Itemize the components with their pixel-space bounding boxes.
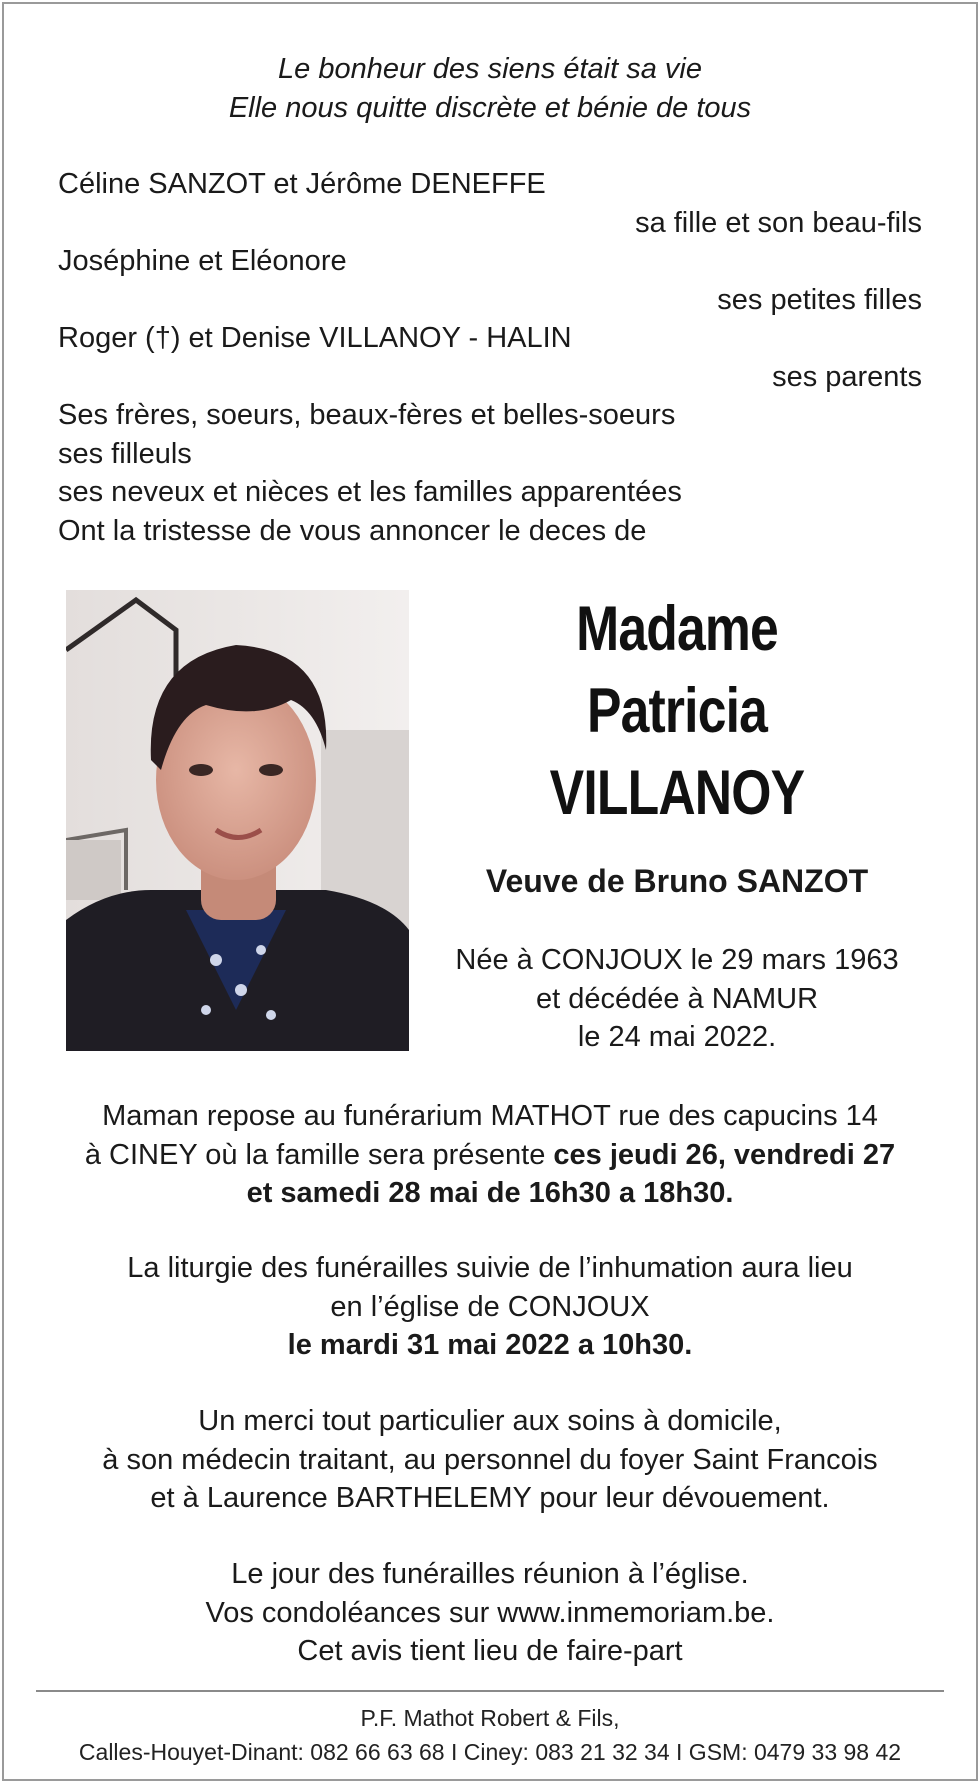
epigraph-line: Elle nous quitte discrète et bénie de tous	[228, 92, 752, 124]
family-member: ses neveux et nièces et les familles apparentées	[58, 476, 682, 508]
closing-line: Le jour des funérailles réunion à l’église.	[231, 1558, 749, 1590]
family-member: Roger (†) et Denise VILLANOY - HALIN	[58, 322, 572, 354]
family-member: Joséphine et Eléonore	[58, 245, 347, 277]
closing-paragraph	[40, 1555, 940, 1671]
family-member: Céline SANZOT et Jérôme DENEFFE	[58, 168, 546, 200]
funeral-home-footer	[20, 1701, 960, 1769]
visitation-days: ces jeudi 26, vendredi 27	[553, 1138, 896, 1171]
epigraph	[0, 50, 980, 128]
funeral-home-phones: Calles-Houyet-Dinant: 082 66 63 68 I Ciney: 083 21 32 34 I GSM: 0479 33 98 42	[78, 1739, 902, 1765]
deceased-name	[430, 588, 924, 834]
funeral-home-name: P.F. Mathot Robert & Fils,	[360, 1705, 620, 1731]
visitation-line	[40, 1136, 940, 1175]
birth-death-dates	[430, 941, 924, 1057]
announcement-line: Ont la tristesse de vous annoncer le deces de	[58, 514, 647, 547]
visitation-hours	[40, 1174, 940, 1213]
thanks-line: à son médecin traitant, au personnel du foyer Saint Francois	[102, 1443, 878, 1476]
deceased-last-name: VILLANOY	[549, 758, 805, 828]
family-relation: sa fille et son beau-fils	[635, 206, 922, 239]
death-place-line: et décédée à NAMUR	[535, 982, 819, 1015]
funeral-paragraph	[40, 1249, 940, 1365]
visitation-line: Maman repose au funérarium MATHOT rue des capucins 14	[102, 1100, 878, 1132]
thanks-line: et à Laurence BARTHELEMY pour leur dévouement.	[150, 1482, 830, 1514]
closing-line: Vos condoléances sur www.inmemoriam.be.	[205, 1596, 775, 1629]
footer-divider	[36, 1690, 944, 1692]
family-list	[58, 165, 922, 550]
funeral-line: La liturgie des funérailles suivie de l’inhumation aura lieu	[127, 1252, 853, 1284]
funeral-line: en l’église de CONJOUX	[330, 1290, 650, 1323]
thanks-line: Un merci tout particulier aux soins à domicile,	[198, 1405, 782, 1437]
visitation-paragraph	[40, 1097, 940, 1213]
funeral-date	[40, 1326, 940, 1365]
widow-line: Veuve de Bruno SANZOT	[485, 863, 869, 899]
deceased-first-name: Patricia	[586, 676, 768, 746]
visitation-text: à CINEY où la famille sera présente	[84, 1138, 554, 1171]
closing-line: Cet avis tient lieu de faire-part	[297, 1635, 683, 1667]
epigraph-line: Le bonheur des siens était sa vie	[278, 53, 702, 85]
funeral-date-text: le mardi 31 mai 2022 a 10h30.	[287, 1329, 693, 1361]
birth-line: Née à CONJOUX le 29 mars 1963	[455, 944, 899, 976]
visitation-hours-text: et samedi 28 mai de 16h30 a 18h30.	[246, 1177, 734, 1209]
family-relation: ses petites filles	[717, 283, 922, 316]
family-member: Ses frères, soeurs, beaux-fères et belles-soeurs	[58, 399, 676, 431]
family-relation: ses parents	[772, 360, 922, 393]
portrait-photo	[66, 590, 409, 1051]
family-member: ses filleuls	[58, 437, 192, 470]
death-date-line: le 24 mai 2022.	[577, 1021, 777, 1053]
deceased-title: Madame	[576, 594, 778, 664]
thanks-paragraph	[40, 1402, 940, 1518]
